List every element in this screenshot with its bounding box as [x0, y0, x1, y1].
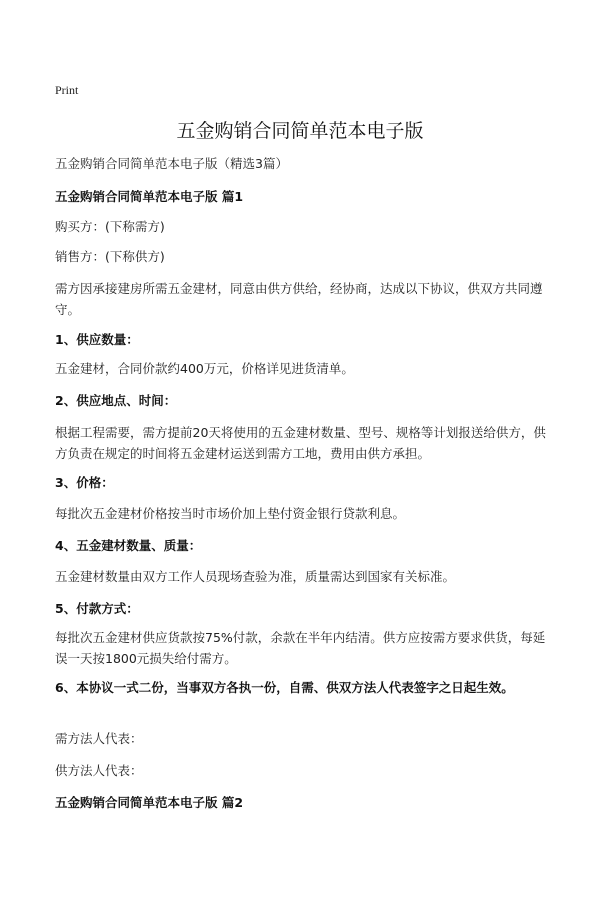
buyer-line: 购买方：(下称需方) — [55, 219, 165, 234]
subtitle: 五金购销合同简单范本电子版（精选3篇） — [55, 156, 288, 171]
print-link[interactable]: Print — [55, 83, 79, 97]
buyer-representative: 需方法人代表： — [55, 731, 143, 746]
section-heading-5: 5、付款方式： — [55, 601, 139, 616]
section-heading-1: 1、供应数量： — [55, 332, 139, 347]
part2-heading: 五金购销合同简单范本电子版 篇2 — [55, 795, 244, 810]
section-heading-4: 4、五金建材数量、质量： — [55, 538, 202, 553]
page-title: 五金购销合同简单范本电子版 — [176, 120, 424, 142]
section-body-3: 每批次五金建材价格按当时市场价加上垫付资金银行贷款利息。 — [55, 506, 406, 521]
part1-heading: 五金购销合同简单范本电子版 篇1 — [55, 189, 244, 204]
seller-line: 销售方：(下称供方) — [55, 249, 165, 264]
section-heading-2: 2、供应地点、时间： — [55, 393, 177, 408]
section-body-5: 每批次五金建材供应货款按75%付款，余款在半年内结清。供方应按需方要求供货，每延误一天按1800元损失给付需方。 — [55, 630, 546, 666]
seller-representative: 供方法人代表： — [55, 763, 143, 778]
section-body-4: 五金建材数量由双方工作人员现场查验为准，质量需达到国家有关标准。 — [55, 569, 456, 584]
section-heading-3: 3、价格： — [55, 475, 114, 490]
section-body-1: 五金建材，合同价款约400万元，价格详见进货清单。 — [55, 361, 354, 376]
intro-paragraph: 需方因承接建房所需五金建材，同意由供方供给，经协商，达成以下协议，供双方共同遵守。 — [55, 281, 543, 317]
section-body-2: 根据工程需要，需方提前20天将使用的五金建材数量、型号、规格等计划报送给供方，供方负责在规定的时间将五金建材运送到需方工地，费用由供方承担。 — [55, 425, 546, 461]
clause-6: 6、本协议一式二份，当事双方各执一份，自需、供双方法人代表签字之日起生效。 — [55, 680, 514, 695]
